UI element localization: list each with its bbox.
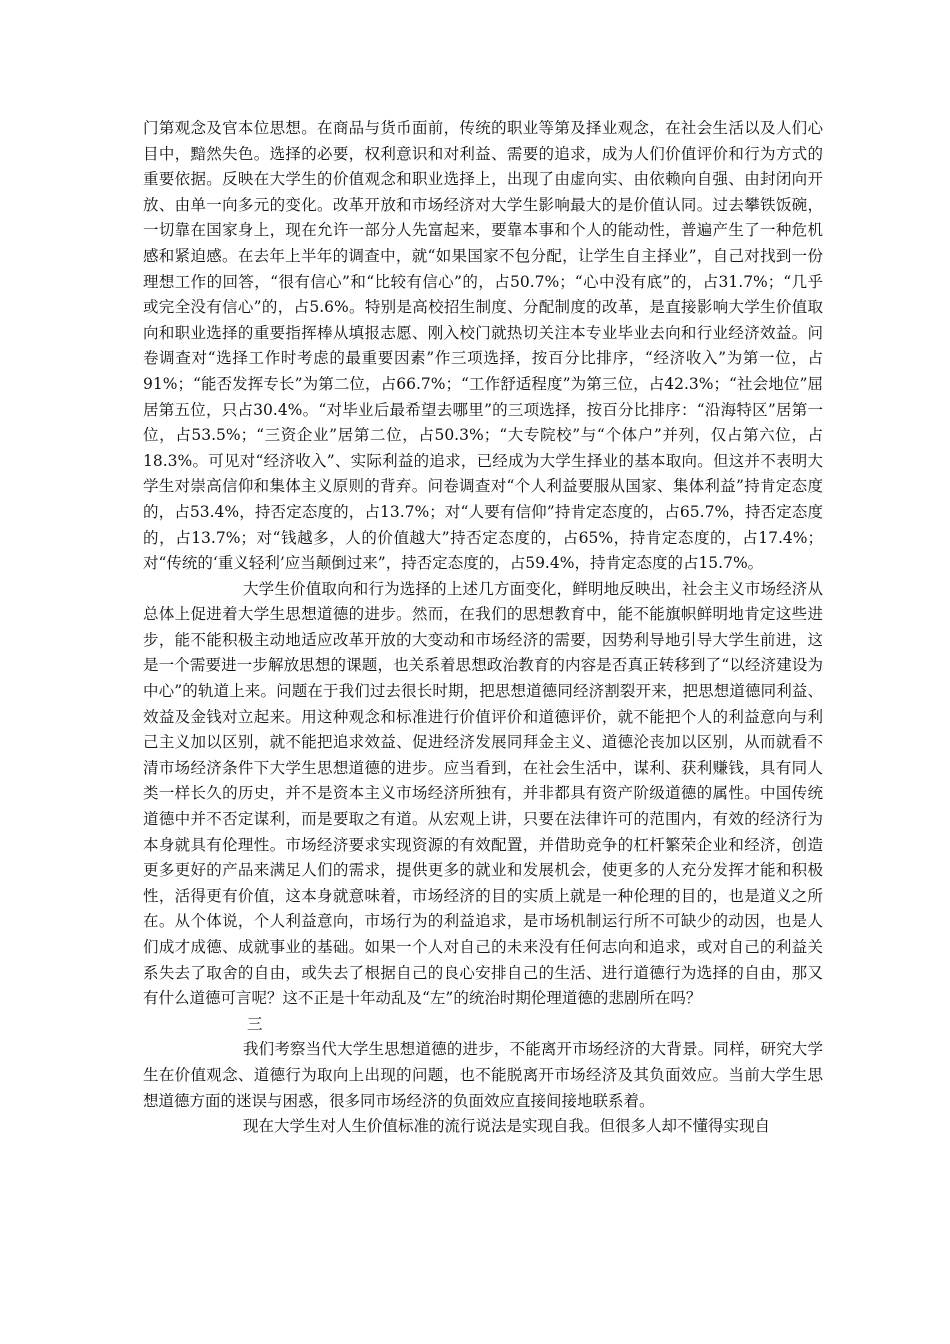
paragraph-2: 大学生价值取向和行为选择的上述几方面变化，鲜明地反映出，社会主义市场经济从总体上促进着大学生思想道德的进步。然而，在我们的思想教育中，能不能旗帜鲜明地肯定这些进步，能不能积极主动地适应改革开放的大变动和市场经济的需要，因势利导地引导大学生前进，这是一个需要进一步解放思想的课题，也关系着思想政治教育的内容是否真正转移到了“以经济建设为中心”的轨道上来。问题在于我们过去很长时期，把思想道德同经济割裂开来，把思想道德同利益、效益及金钱对立起来。用这种观念和标准进行价值评价和道德评价，就不能把个人的利益意向与利己主义加以区别，就不能把追求效益、促进经济发展同拜金主义、道德沦丧加以区别，从而就看不清市场经济条件下大学生思想道德的进步。应当看到，在社会生活中，谋利、获利赚钱，具有同人类一样长久的历史，并不是资本主义市场经济所独有，并非都具有资产阶级道德的属性。中国传统道德中并不否定谋利，而是要取之有道。从宏观上讲，只要在法律许可的范围内，有效的经济行为本身就具有伦理性。市场经济要求实现资源的有效配置，并借助竞争的杠杆繁荣企业和经济，创造更多更好的产品来满足人们的需求，提供更多的就业和发展机会，使更多的人充分发挥才能和积极性，活得更有价值，这本身就意味着，市场经济的目的实质上就是一种伦理的目的，也是道义之所在。从个体说，个人利益意向，市场行为的利益追求，是市场机制运行所不可缺少的动因，也是人们成才成德、成就事业的基础。如果一个人对自己的未来没有任何志向和追求，或对自己的利益关系失去了取舍的自由，或失去了根据自己的良心安排自己的生活、进行道德行为选择的自由，那又有什么道德可言呢？这不正是十年动乱及“左”的统治时期伦理道德的悲剧所在吗？ — [143, 579, 823, 1008]
paragraph-4: 现在大学生对人生价值标准的流行说法是实现自我。但很多人却不懂得实现自 — [243, 1117, 771, 1136]
document-body — [143, 116, 823, 1140]
section-number: 三 — [247, 1014, 263, 1033]
paragraph-1: 门第观念及官本位思想。在商品与货币面前，传统的职业等第及择业观念，在社会生活以及人们心目中，黯然失色。选择的必要，权利意识和对利益、需要的追求，成为人们价值评价和行为方式的重要依据。反映在大学生的价值观念和职业选择上，出现了由虚向实、由依赖向自强、由封闭向开放、由单一向多元的变化。改革开放和市场经济对大学生影响最大的是价值认同。过去攀铁饭碗，一切靠在国家身上，现在允许一部分人先富起来，要靠本事和个人的能动性，普遍产生了一种危机感和紧迫感。在去年上半年的调查中，就“如果国家不包分配，让学生自主择业”，自己对找到一份理想工作的回答，“很有信心”和“比较有信心”的，占50.7%；“心中没有底”的，占31.7%；“几乎或完全没有信心”的，占5.6%。特别是高校招生制度、分配制度的改革，是直接影响大学生价值取向和职业选择的重要指挥棒从填报志愿、刚入校门就热切关注本专业毕业去向和行业经济效益。问卷调查对“选择工作时考虑的最重要因素”作三项选择，按百分比排序，“经济收入”为第一位，占91%；“能否发挥专长”为第二位，占66.7%；“工作舒适程度”为第三位，占42.3%；“社会地位”屈居第五位，只占30.4%。“对毕业后最希望去哪里”的三项选择，按百分比排序：“沿海特区”居第一位，占53.5%；“三资企业”居第二位，占50.3%；“大专院校”与“个体户”并列，仅占第六位，占18.3%。可见对“经济收入”、实际利益的追求，已经成为大学生择业的基本取向。但这并不表明大学生对崇高信仰和集体主义原则的背弃。问卷调查对“个人利益要服从国家、集体利益”持肯定态度的，占53.4%，持否定态度的，占13.7%；对“人要有信仰”持肯定态度的，占65.7%，持否定态度的，占13.7%；对“钱越多，人的价值越大”持否定态度的，占65%，持肯定态度的，占17.4%；对“传统的‘重义轻利’应当颠倒过来”，持否定态度的，占59.4%，持肯定态度的占15.7%。 — [143, 119, 823, 573]
paragraph-3: 我们考察当代大学生思想道德的进步，不能离开市场经济的大背景。同样，研究大学生在价值观念、道德行为取向上出现的问题，也不能脱离开市场经济及其负面效应。当前大学生思想道德方面的迷误与困惑，很多同市场经济的负面效应直接间接地联系着。 — [143, 1040, 823, 1110]
